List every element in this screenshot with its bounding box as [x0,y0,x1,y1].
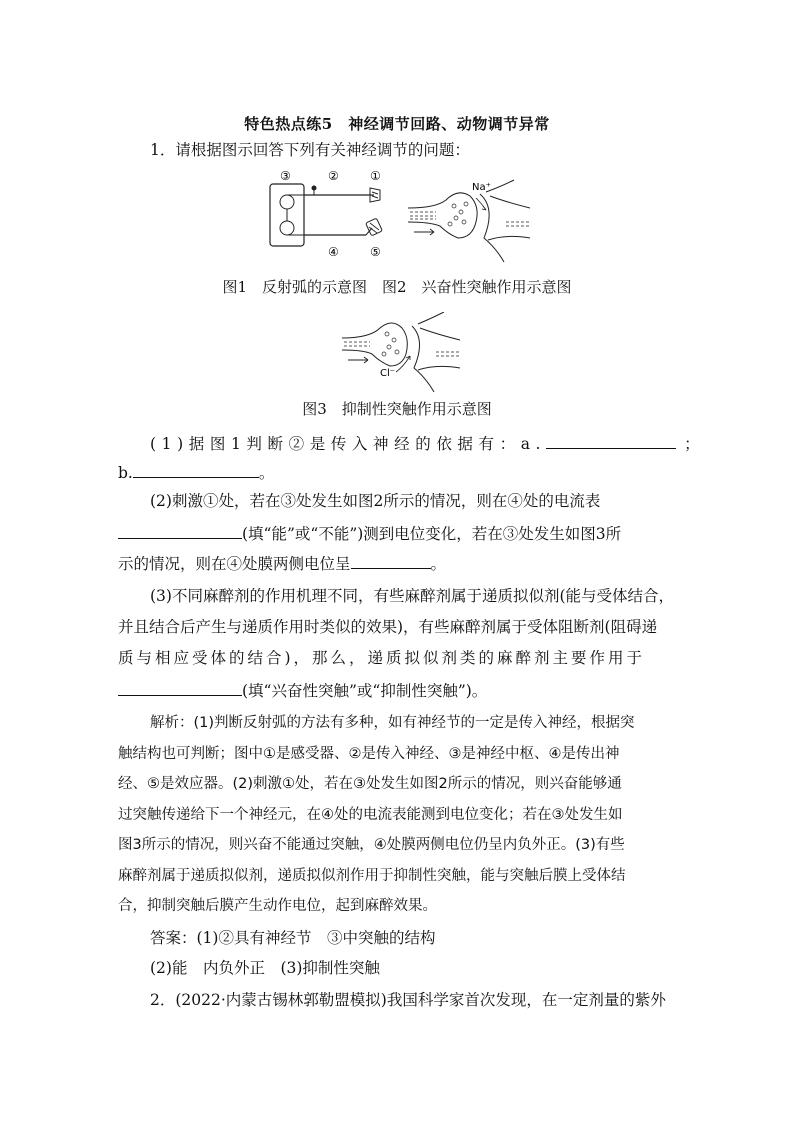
fig2-ion-label: Na⁺ [472,182,491,193]
answer-line-1: 答案：(1)②具有神经节 ③中突触的结构 [150,929,436,947]
q1-part1-line-a: (1)据图1判断②是传入神经的依据有：a. ； [150,432,680,454]
q1-part1-line-b: b. 。 [118,461,680,483]
caption-figure-1-2: 图1 反射弧的示意图 图2 兴奋性突触作用示意图 [222,278,572,296]
q1-part2-line-c: 示的情况，则在④处膜两侧电位呈 。 [118,552,680,574]
fig1-label-5: ⑤ [370,245,381,259]
q1-part3-line-d: (填“兴奋性突触”或“抑制性突触”)。 [118,679,680,701]
answer-blank-1a[interactable] [546,432,676,449]
fig1-label-1: ① [370,169,381,183]
answer-blank-2a[interactable] [118,522,242,539]
analysis-line-6: 麻醉剂属于递质拟似剂，递质拟似剂作用于抑制性突触，能与突触后膜上受体结 [118,868,626,884]
analysis-line-5: 图3所示的情况，则兴奋不能通过突触，④处膜两侧电位仍呈内负外正。(3)有些 [118,837,625,853]
analysis-line-2: 触结构也可判断；图中①是感受器、②是传入神经、③是神经中枢、④是传出神 [118,746,620,762]
analysis-line-1: 解析：(1)判断反射弧的方法有多种，如有神经节的一定是传入神经，根据突 [150,715,635,731]
fig1-label-3: ③ [280,169,291,183]
q1-part3-line-b: 并且结合后产生与递质作用时类似的效果)，有些麻醉剂属于受体阻断剂(阻碍递 [118,618,658,636]
analysis-line-7: 合，抑制突触后膜产生动作电位，起到麻醉效果。 [118,898,437,914]
answer-blank-2b[interactable] [351,552,431,569]
fig3-ion-label: Cl⁻ [380,368,396,379]
fig1-label-2: ② [328,169,339,183]
question-1-stem: 1．请根据图示回答下列有关神经调节的问题： [150,141,470,159]
q1-part2-line-a: (2)刺激①处，若在③处发生如图2所示的情况，则在④处的电流表 [150,492,601,510]
question-2-stem: 2．(2022·内蒙古锡林郭勒盟模拟)我国科学家首次发现，在一定剂量的紫外 [150,991,666,1009]
answer-blank-1b[interactable] [133,461,259,478]
figure-3-inhibitory-synapse [340,312,462,394]
answer-blank-3[interactable] [118,679,242,696]
q1-part2-line-b: (填“能”或“不能”)测到电位变化，若在③处发生如图3所 [118,522,680,544]
fig1-label-4: ④ [328,245,339,259]
page-title: 特色热点练5 神经调节回路、动物调节异常 [244,115,550,133]
q1-part3-line-c: 质与相应受体的结合)，那么，递质拟似剂类的麻醉剂主要作用于 [118,649,646,667]
q1-part3-line-a: (3)不同麻醉剂的作用机理不同，有些麻醉剂属于递质拟似剂(能与受体结合， [150,587,675,605]
analysis-line-4: 过突触传递给下一个神经元，在④处的电流表能测到电位变化；若在③处发生如 [118,807,623,823]
analysis-line-3: 经、⑤是效应器。(2)刺激①处，若在③处发生如图2所示的情况，则兴奋能够通 [118,776,622,792]
caption-figure-3: 图3 抑制性突触作用示意图 [302,400,492,418]
answer-line-2: (2)能 内负外正 (3)抑制性突触 [150,959,380,977]
figure-1-reflex-arc [262,168,392,260]
figure-2-excitatory-synapse [406,178,534,264]
